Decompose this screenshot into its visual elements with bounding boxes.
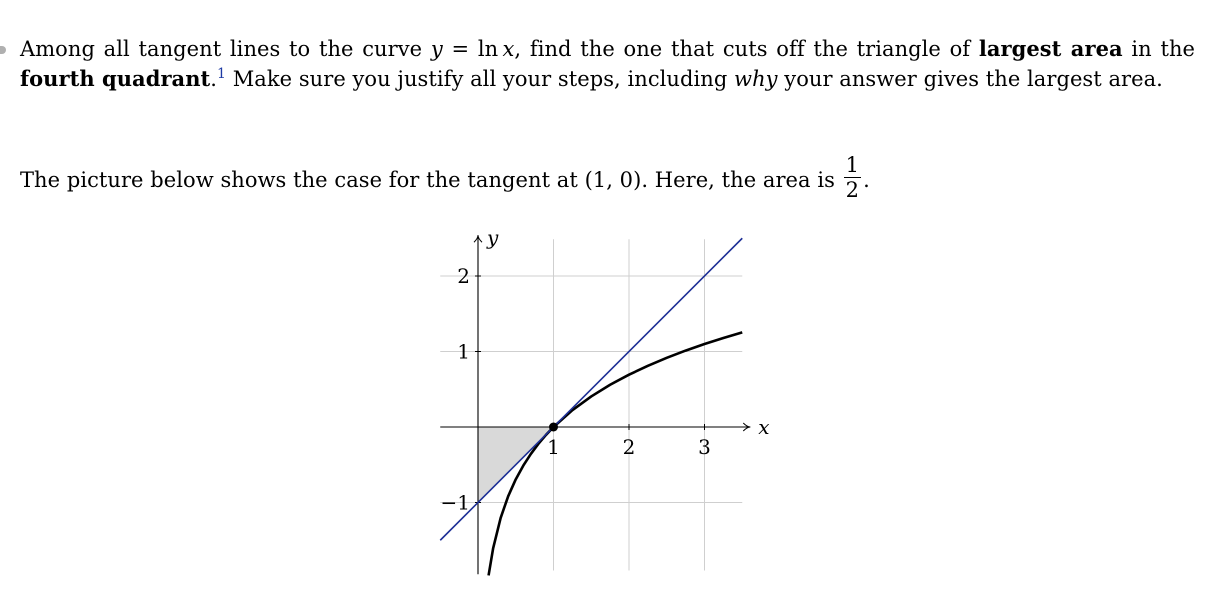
x-tick-label: 2 [622, 435, 636, 459]
math-var-y: y [430, 37, 443, 61]
text-segment: Make sure you justify all your steps, including [226, 67, 735, 91]
plot-grid [440, 239, 742, 570]
text-segment: in the [1122, 37, 1195, 61]
text-segment: , find the one that cuts off the triangle of [514, 37, 979, 61]
text-segment: Among all tangent lines to the curve [20, 37, 431, 61]
y-tick-label: −1 [440, 490, 470, 515]
fraction-numerator: 1 [845, 153, 860, 177]
math-var-x: x [502, 37, 515, 61]
x-tick-label: 3 [698, 435, 711, 459]
text-segment: . [210, 67, 218, 91]
math-equals: = [442, 37, 478, 61]
emphasis-why: why [734, 67, 778, 91]
bold-largest-area: largest area [978, 36, 1123, 61]
x-tick-label: 1 [547, 435, 560, 459]
x-axis-label: x [758, 415, 770, 439]
text-segment: your answer gives the largest area. [777, 67, 1163, 91]
math-ln: ln [477, 37, 499, 61]
tangent-line [440, 238, 742, 540]
y-tick-label: 1 [457, 339, 470, 364]
bold-fourth-quadrant: fourth quadrant [20, 66, 211, 91]
text-segment: The picture below shows the case for the tangent at (1, 0). Here, the area is [20, 168, 842, 192]
tangent-point-marker [549, 423, 558, 432]
y-axis-label: y [487, 225, 499, 250]
footnote-link[interactable]: 1 [217, 66, 226, 82]
fraction-denominator: 2 [845, 178, 860, 202]
y-tick-label: 2 [457, 264, 470, 288]
text-segment: . [863, 168, 870, 192]
